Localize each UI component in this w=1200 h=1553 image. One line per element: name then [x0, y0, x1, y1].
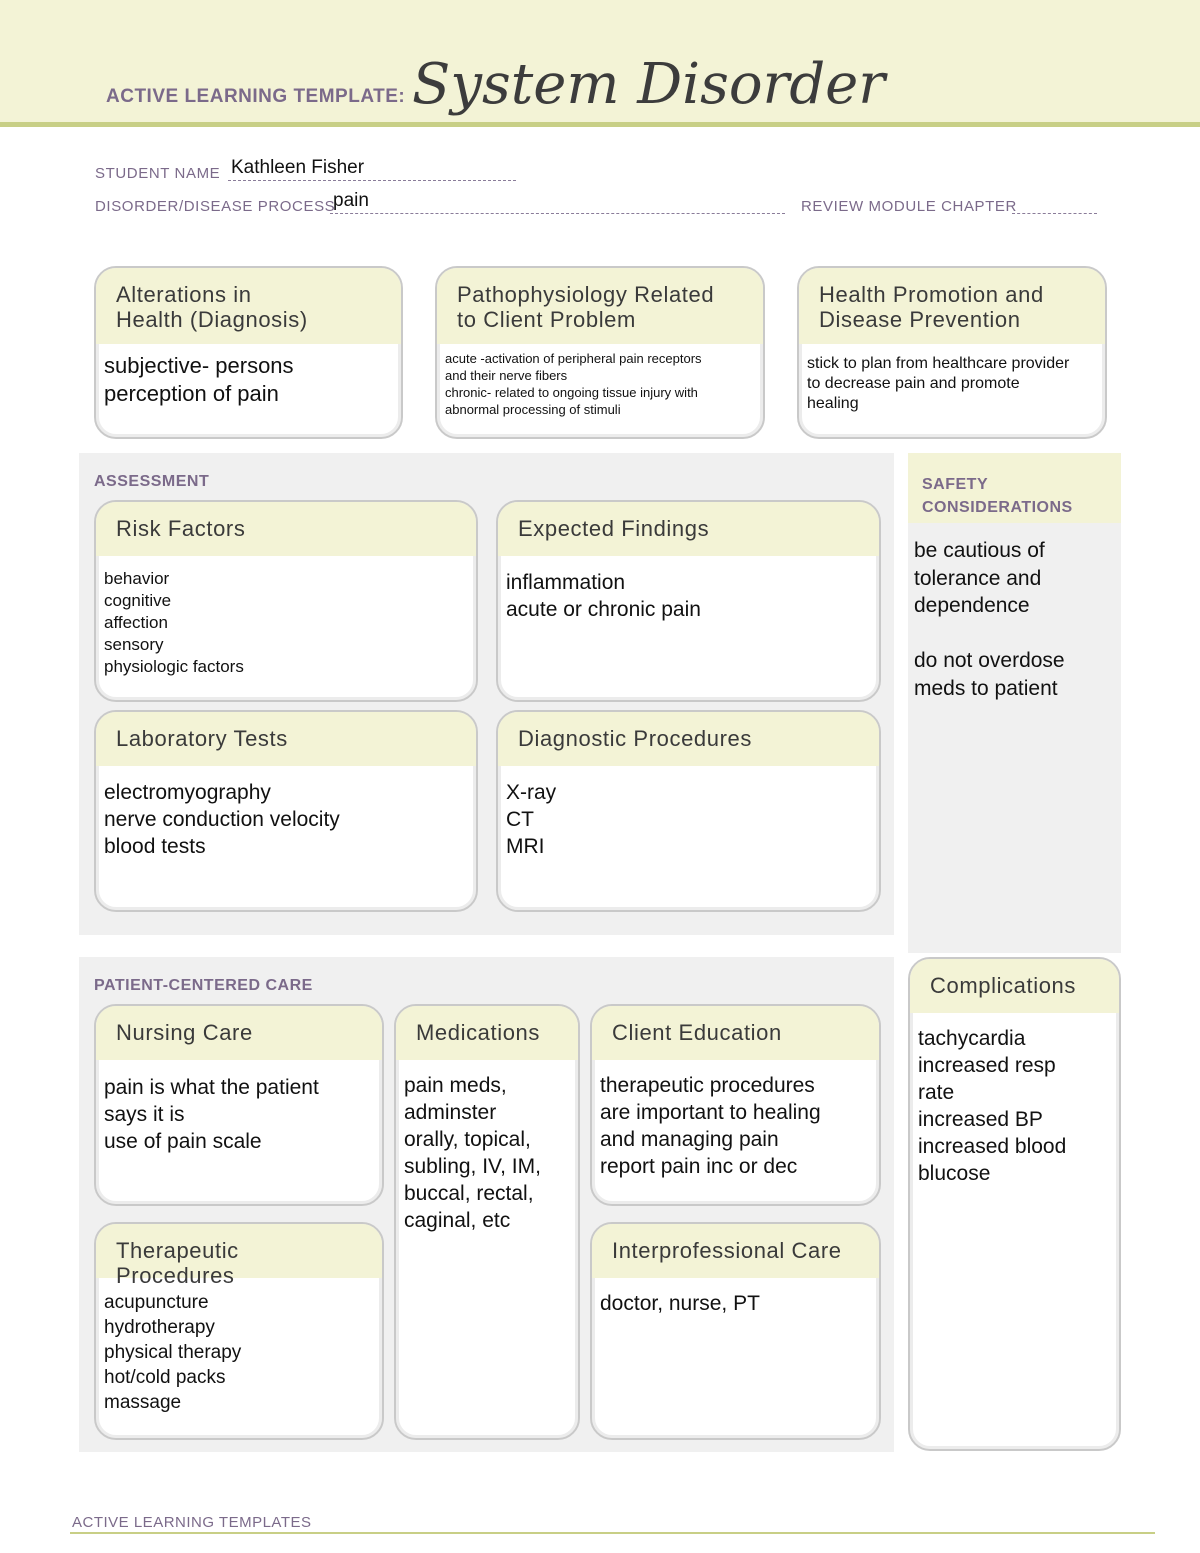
safety-section	[908, 453, 1121, 953]
laboratory-tests-box	[94, 710, 478, 912]
client-education-box	[590, 1004, 881, 1206]
nursing-care-box	[94, 1004, 384, 1206]
complications-box	[908, 957, 1121, 1451]
safety-label: SAFETY CONSIDERATIONS	[922, 476, 1073, 516]
expected-findings-box	[496, 500, 881, 702]
risk-factors-body[interactable]: behavior cognitive affection sensory physiologic factors	[104, 569, 244, 676]
disorder-line	[330, 213, 785, 214]
alterations-title: Alterations in Health (Diagnosis)	[96, 268, 401, 344]
risk-factors-box	[94, 500, 478, 702]
footer-label: ACTIVE LEARNING TEMPLATES	[72, 1514, 312, 1531]
medications-box	[394, 1004, 580, 1440]
assessment-label: ASSESSMENT	[94, 473, 210, 490]
therapeutic-procedures-body[interactable]: acupuncture hydrotherapy physical therapy hot/cold packs massage	[104, 1292, 242, 1413]
review-module-field[interactable]	[1012, 213, 1097, 214]
header-rule	[0, 122, 1200, 127]
medications-title: Medications	[396, 1006, 578, 1060]
client-education-title: Client Education	[592, 1006, 879, 1060]
laboratory-tests-body[interactable]: electromyography nerve conduction velocity blood tests	[104, 781, 340, 858]
nursing-care-title: Nursing Care	[96, 1006, 382, 1060]
interprofessional-care-body[interactable]: doctor, nurse, PT	[600, 1292, 760, 1315]
expected-findings-body[interactable]: inflammation acute or chronic pain	[506, 571, 701, 621]
health-promotion-body[interactable]: stick to plan from healthcare provider to decrease pain and promote healing	[807, 355, 1070, 412]
alterations-body[interactable]: subjective- persons perception of pain	[104, 353, 294, 406]
therapeutic-procedures-title: Therapeutic Procedures	[96, 1224, 382, 1278]
patient-care-label: PATIENT-CENTERED CARE	[94, 977, 313, 994]
interprofessional-care-box	[590, 1222, 881, 1440]
laboratory-tests-title: Laboratory Tests	[96, 712, 476, 766]
health-promotion-title: Health Promotion and Disease Prevention	[799, 268, 1105, 344]
review-module-label: REVIEW MODULE CHAPTER	[801, 198, 1017, 215]
diagnostic-procedures-body[interactable]: X-ray CT MRI	[506, 781, 557, 858]
therapeutic-procedures-box	[94, 1222, 384, 1440]
student-name-field[interactable]: Kathleen Fisher	[231, 157, 365, 178]
medications-body[interactable]: pain meds, adminster orally, topical, subling, IV, IM, buccal, rectal, caginal, etc	[404, 1074, 541, 1232]
alterations-box	[94, 266, 403, 439]
page-title: System Disorder	[412, 52, 886, 117]
footer-rule	[70, 1532, 1155, 1534]
complications-title: Complications	[910, 959, 1119, 1013]
pathophysiology-title: Pathophysiology Related to Client Problem	[437, 268, 763, 344]
diagnostic-procedures-title: Diagnostic Procedures	[498, 712, 879, 766]
pathophysiology-body[interactable]: acute -activation of peripheral pain receptors and their nerve fibers chronic- related to ongoing tissue injury with abnormal processing of stimuli	[445, 351, 702, 417]
student-name-label: STUDENT NAME	[95, 165, 221, 182]
client-education-body[interactable]: therapeutic procedures are important to healing and managing pain report pain inc or dec	[600, 1074, 821, 1178]
safety-body[interactable]: be cautious of tolerance and dependence do not overdose meds to patient	[914, 539, 1065, 700]
template-label: ACTIVE LEARNING TEMPLATE:	[106, 86, 406, 107]
nursing-care-body[interactable]: pain is what the patient says it is use of pain scale	[104, 1076, 319, 1153]
disorder-field[interactable]: pain	[333, 190, 369, 211]
risk-factors-title: Risk Factors	[96, 502, 476, 556]
health-promotion-box	[797, 266, 1107, 439]
disorder-label: DISORDER/DISEASE PROCESS	[95, 198, 336, 215]
interprofessional-care-title: Interprofessional Care	[592, 1224, 879, 1278]
pathophysiology-box	[435, 266, 765, 439]
diagnostic-procedures-box	[496, 710, 881, 912]
expected-findings-title: Expected Findings	[498, 502, 879, 556]
complications-body[interactable]: tachycardia increased resp rate increased BP increased blood blucose	[918, 1027, 1067, 1185]
student-name-line	[228, 180, 516, 181]
